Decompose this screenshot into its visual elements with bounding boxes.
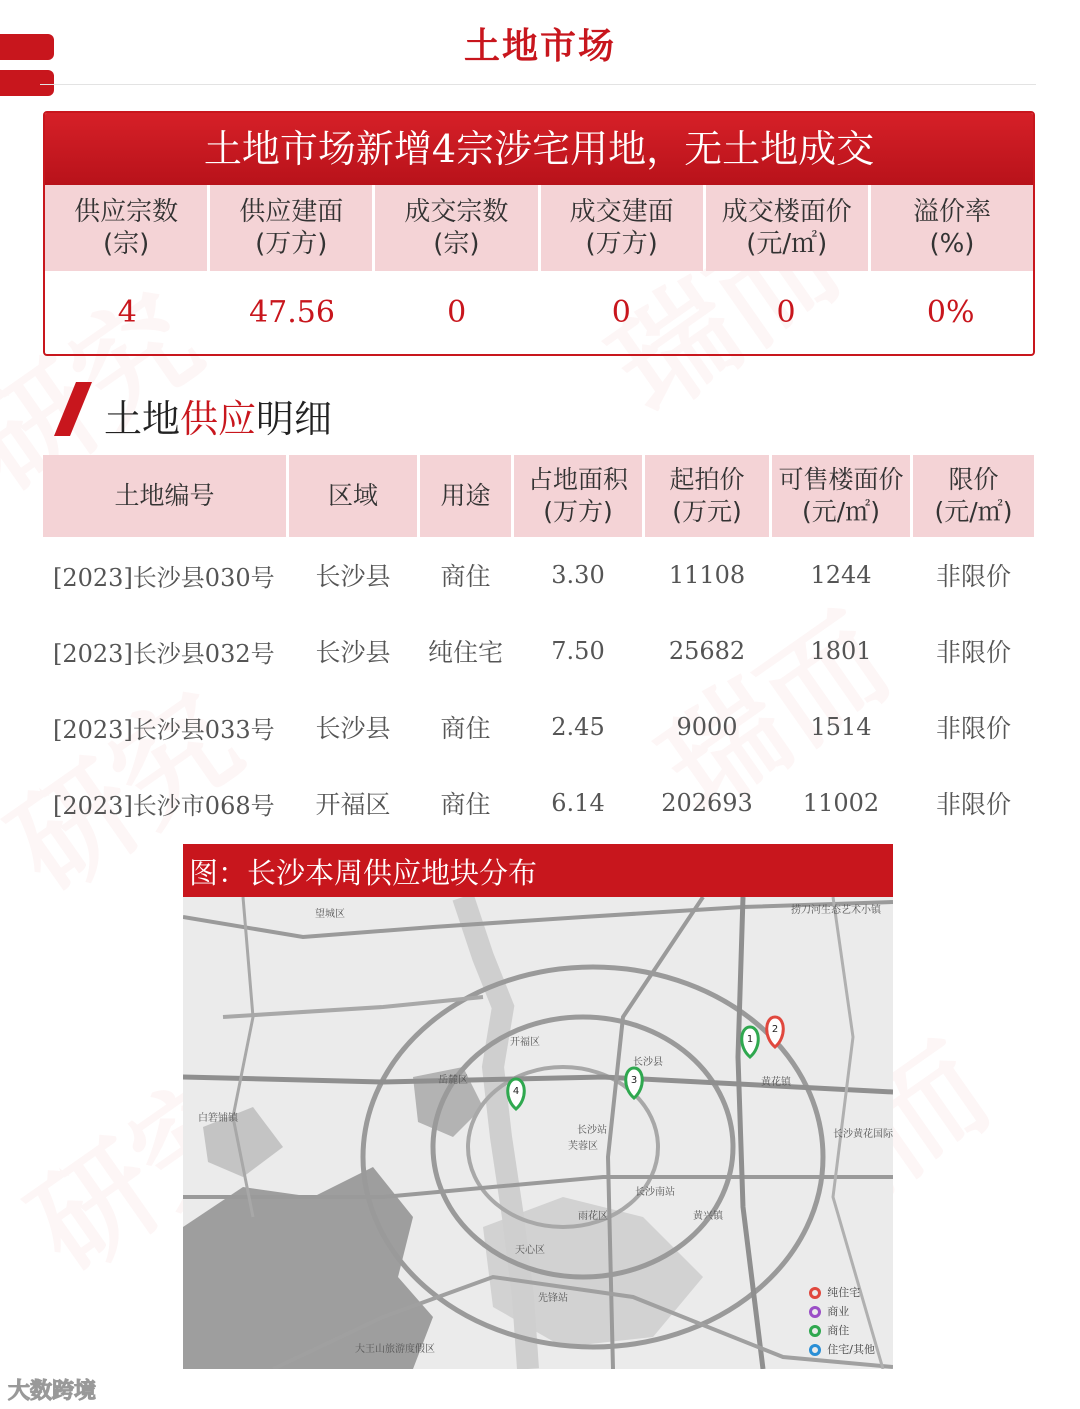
page-title: 土地市场 [463,26,616,67]
divider [40,84,1036,85]
column-header [645,455,769,537]
legend-swatch-icon [809,1306,821,1318]
marker-label: 2 [771,1024,779,1035]
table-cell: 长沙县 [315,638,391,667]
column-header-unit: (元/㎡) [802,497,880,526]
table-cell: 非限价 [935,562,1011,591]
summary-label: 供应建面 [239,197,344,227]
column-header [420,455,511,537]
place-label: 白箬铺镇 [198,1113,238,1124]
marker-label: 1 [746,1034,754,1045]
table-cell: 1801 [810,637,872,665]
marker-label: 4 [512,1086,520,1097]
legend-swatch-icon [809,1287,821,1299]
summary-unit: (元/㎡) [746,229,828,259]
place-label: 雨花区 [578,1211,608,1222]
legend-label: 商业 [827,1305,850,1318]
legend-item [809,1340,875,1359]
table-cell: 1514 [810,713,872,741]
table-row [43,613,1034,689]
table-cell: 202693 [661,789,753,817]
table-cell: 1244 [810,561,872,589]
supply-map [183,844,893,1369]
table-cell: 长沙县 [315,562,391,591]
table-cell: 2.45 [551,713,605,741]
summary-label: 供应宗数 [74,197,179,227]
legend-item [809,1283,875,1302]
summary-col-floor-price [706,185,868,271]
table-cell: 11108 [668,561,746,589]
column-header [43,455,286,537]
summary-value: 0 [447,295,467,330]
column-header-label: 可售楼面价 [778,465,904,494]
place-label: 天心区 [515,1245,545,1256]
legend-item [809,1321,875,1340]
table-cell: 纯住宅 [427,638,503,667]
column-header-label: 用途 [440,481,491,510]
table-cell: 商住 [440,714,491,743]
table-row [43,689,1034,765]
legend-label: 纯住宅 [827,1286,861,1299]
place-label: 长沙县 [633,1057,663,1068]
column-header-label: 限价 [948,465,999,494]
column-header-unit: (万元) [672,497,742,526]
summary-col-supply-count [45,185,207,271]
section-slash-icon [54,382,92,436]
table-cell: [2023]长沙县030号 [53,563,275,592]
place-label: 先锋站 [538,1293,568,1304]
footer-watermark: 大数跨境 [8,1379,97,1404]
table-cell: 6.14 [551,789,605,817]
table-cell: [2023]长沙市068号 [53,791,275,820]
summary-value: 4 [117,295,137,330]
table-header-row [43,455,1034,537]
column-header [514,455,642,537]
place-label: 岳麓区 [438,1075,468,1086]
place-label: 大王山旅游度假区 [355,1344,435,1355]
summary-unit: (宗) [102,229,150,259]
place-label: 开福区 [510,1037,540,1048]
place-label: 芙蓉区 [568,1141,598,1152]
column-header-unit: (元/㎡) [934,497,1013,526]
legend-swatch-icon [809,1325,821,1337]
table-row [43,537,1034,613]
place-label: 黄花镇 [761,1077,791,1088]
table-cell: 11002 [802,789,880,817]
section-title-pre: 土地 [104,397,181,441]
place-label: 黄兴镇 [693,1211,723,1222]
map-canvas [183,897,893,1369]
table-cell: 商住 [440,562,491,591]
place-label: 捞刀河生态艺术小镇 [791,905,881,916]
map-marker-4[interactable] [508,1079,525,1109]
column-header-label: 占地面积 [527,465,628,494]
summary-unit: (万方) [255,229,328,259]
section-title-highlight: 供应 [180,397,257,441]
table-cell: 商住 [440,790,491,819]
column-header-unit: (万方) [543,497,613,526]
summary-label: 成交楼面价 [721,197,852,227]
legend-swatch-icon [809,1344,821,1356]
table-cell: [2023]长沙县032号 [53,639,275,668]
summary-value: 0 [611,295,631,330]
place-label: 长沙黄花国际 [833,1129,893,1140]
column-header-label: 土地编号 [114,481,215,510]
map-marker-2[interactable] [767,1017,784,1047]
legend-label: 商住 [827,1324,850,1337]
column-header [772,455,910,537]
summary-value: 0% [926,295,975,330]
summary-unit: (宗) [433,229,480,259]
table-cell: 非限价 [935,714,1011,743]
land-supply-table [40,455,1037,841]
column-header-label: 起拍价 [669,465,745,494]
summary-col-premium-rate [871,185,1033,271]
table-cell: [2023]长沙县033号 [53,715,275,744]
table-cell: 9000 [676,713,738,741]
table-cell: 非限价 [935,790,1011,819]
place-label: 长沙南站 [635,1187,675,1198]
summary-value: 47.56 [249,295,335,330]
place-label: 望城区 [315,909,345,920]
summary-value: 0 [776,295,796,330]
summary-label: 成交建面 [569,197,674,227]
summary-col-supply-area [210,185,372,271]
summary-unit: (%) [929,229,975,259]
section-title-post: 明细 [256,397,333,441]
column-header [289,455,417,537]
table-cell: 非限价 [935,638,1011,667]
table-cell: 长沙县 [315,714,391,743]
map-title: 图：长沙本周供应地块分布 [183,844,893,897]
table-row [43,765,1034,841]
table-cell: 7.50 [551,637,605,665]
marker-label: 3 [630,1075,638,1086]
summary-col-deal-area [541,185,703,271]
summary-label: 成交宗数 [404,197,509,227]
place-label: 长沙站 [577,1125,607,1136]
table-cell: 开福区 [315,790,391,819]
summary-col-deal-count [375,185,537,271]
legend-item [809,1302,875,1321]
map-legend [809,1283,875,1359]
table-cell: 3.30 [551,561,605,589]
map-marker-3[interactable] [626,1068,643,1098]
summary-headline: 土地市场新增4宗涉宅用地，无土地成交 [45,113,1033,185]
column-header [913,455,1034,537]
map-marker-1[interactable] [742,1027,759,1057]
column-header-label: 区域 [327,481,378,510]
section-title [104,388,332,443]
table-cell: 25682 [668,637,746,665]
summary-panel [43,111,1035,356]
summary-unit: (万方) [585,229,658,259]
summary-label: 溢价率 [912,197,991,227]
legend-label: 住宅/其他 [827,1343,875,1356]
